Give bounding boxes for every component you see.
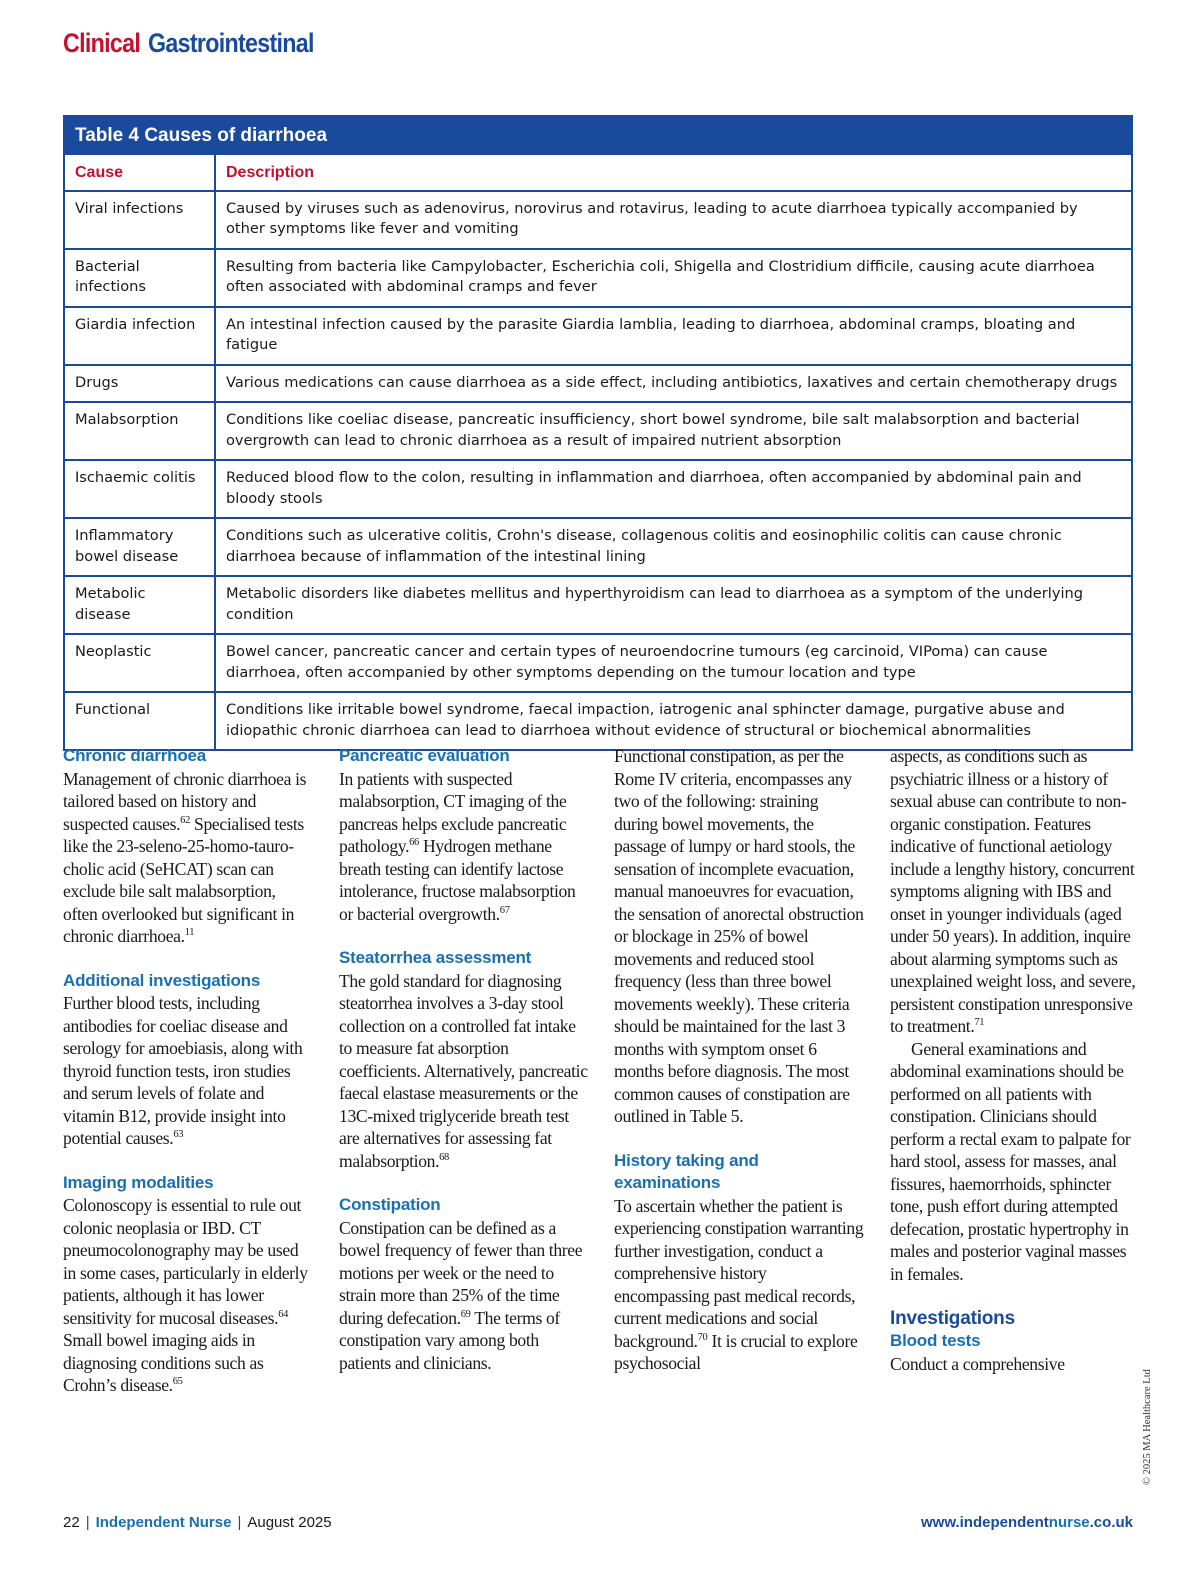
cause-cell: Giardia infection <box>65 307 215 365</box>
column-header-cause: Cause <box>65 155 215 191</box>
description-cell: Various medications can cause diarrhoea as a side effect, including antibiotics, laxatives and certain chemotherapy drugs <box>215 365 1131 403</box>
paragraph: In patients with suspected malabsorption, CT imaging of the pancreas helps exclude pancreatic pathology.$^{66}$ Hydrogen methane breath testing can identify lactose intolerance, fructose malabsorption or bacterial overgrowth.$^{67}$ <box>339 768 576 924</box>
paragraph: Management of chronic diarrhoea is tailored based on history and suspected causes.$^{62}$ Specialised tests like the 23-seleno-25-homo-tauro-cholic acid (SeHCAT) scan can exclude bile salt malabsorption, often overlooked but significant in chronic diarrhoea.$^{11}$ <box>63 768 307 946</box>
website-link[interactable]: www.independentnurse.co.uk <box>921 1514 1133 1531</box>
heading-additional-investigations: Additional investigations <box>63 970 261 990</box>
column-3 <box>614 745 864 1375</box>
paragraph-continued: aspects, as conditions such as psychiatric illness or a history of sexual abuse can contribute to non-organic constipation. Features indicative of functional aetiology include a lengthy history, concurrent symptoms aligning with IBS and onset in younger individuals (aged under 50 years). In addition, inquire about alarming symptoms such as unexplained weight loss, and severe, persistent constipation unresponsive to treatment.$^{71}$ <box>890 746 1136 1036</box>
paragraph: Further blood tests, including antibodies for coeliac disease and serology for amoebiasis, along with thyroid function tests, iron studies and serum levels of folate and vitamin B12, provide insight into potential causes.$^{63}$ <box>63 993 303 1148</box>
cause-cell: Metabolic disease <box>65 576 215 634</box>
magazine-name: Independent Nurse <box>95 1514 232 1531</box>
heading-constipation: Constipation <box>339 1195 441 1214</box>
description-cell: Conditions such as ulcerative colitis, Crohn's disease, collagenous colitis and eosinophilic colitis can cause chronic diarrhoea because of inflammation of the intestinal lining <box>215 518 1131 576</box>
reference[interactable]: 66 <box>409 837 419 848</box>
table-row <box>65 307 1131 365</box>
paragraph: General examinations and abdominal examinations should be performed on all patients with constipation. Clinicians should perform a rectal exam to palpate for hard stool, assess for masses, anal fissures, haemorrhoids, sphincter tone, push effort during attempted defecation, prostatic hypertrophy in males and posterior vaginal masses in females. <box>890 1038 1131 1284</box>
column-4 <box>890 745 1140 1375</box>
section-label: Clinical <box>63 28 141 58</box>
cause-cell: Functional <box>65 692 215 749</box>
table-row <box>65 191 1131 249</box>
cause-cell: Bacterial infections <box>65 249 215 307</box>
page-footer <box>63 1514 1133 1536</box>
column-1 <box>63 745 313 1397</box>
paragraph: Functional constipation, as per the Rome IV criteria, encompasses any two of the following: straining during bowel movements, the passage of lumpy or hard stools, the sensation of incomplete evacuation, manual manoeuvres for evacuation, the sensation of anorectal obstruction or blockage in 25% of bowel movements and reduced stool frequency (less than three bowel movements weekly). These criteria should be maintained for the last 3 months with symptom onset 6 months before diagnosis. The most common causes of constipation are outlined in Table 5. <box>614 746 864 1126</box>
table-row <box>65 460 1131 518</box>
reference[interactable]: 11 <box>184 927 195 938</box>
description-cell: Reduced blood flow to the colon, resulting in inflammation and diarrhoea, often accompanied by abdominal pain and bloody stools <box>215 460 1131 518</box>
cause-cell: Inflammatory bowel disease <box>65 518 215 576</box>
reference[interactable]: 68 <box>439 1151 449 1163</box>
reference[interactable]: 65 <box>172 1376 183 1387</box>
footer-separator: | <box>237 1514 242 1531</box>
table-row <box>65 576 1131 634</box>
description-cell: Caused by viruses such as adenovirus, norovirus and rotavirus, leading to acute diarrhoea typically accompanied by other symptoms like fever and vomiting <box>215 191 1131 249</box>
table-title: Table 4 Causes of diarrhoea <box>65 117 1131 155</box>
description-cell: Resulting from bacteria like Campylobacter, Escherichia coli, Shigella and Clostridium difficile, causing acute diarrhoea often associated with abdominal cramps and fever <box>215 249 1131 307</box>
description-cell: An intestinal infection caused by the parasite Giardia lamblia, leading to diarrhoea, abdominal cramps, bloating and fatigue <box>215 307 1131 365</box>
table-row <box>65 634 1131 692</box>
copyright-notice: © 2025 MA Healthcare Ltd <box>1142 1369 1153 1485</box>
causes-table <box>65 155 1131 749</box>
reference[interactable]: 71 <box>974 1017 985 1028</box>
cause-cell: Ischaemic colitis <box>65 460 215 518</box>
description-cell: Conditions like coeliac disease, pancreatic insufficiency, short bowel syndrome, bile salt malabsorption and bacterial overgrowth can lead to chronic diarrhoea as a result of impaired nutrient absorption <box>215 402 1131 460</box>
cause-cell: Neoplastic <box>65 634 215 692</box>
description-cell: Bowel cancer, pancreatic cancer and certain types of neuroendocrine tumours (eg carcinoid, VIPoma) can cause diarrhoea, often accompanied by other symptoms depending on the tumour location and type <box>215 634 1131 692</box>
reference[interactable]: 63 <box>173 1129 184 1140</box>
column-2 <box>339 745 589 1374</box>
issue-date: August 2025 <box>247 1514 332 1531</box>
table-header-row <box>65 155 1131 191</box>
page-header <box>63 28 340 68</box>
paragraph: Conduct a comprehensive <box>890 1353 1065 1374</box>
reference[interactable]: 67 <box>499 904 510 916</box>
page-number: 22 <box>63 1514 80 1531</box>
table-row <box>65 402 1131 460</box>
paragraph: The gold standard for diagnosing steatorrhea involves a 3-day stool collection on a controlled fat intake to measure fat absorption coefficients. Alternatively, pancreatic faecal elastase measurements or the 13C-mixed triglyceride breath test are alternatives for assessing fat malabsorption.$^{68}$ <box>339 970 588 1171</box>
table-row <box>65 365 1131 403</box>
cause-cell: Malabsorption <box>65 402 215 460</box>
heading-chronic-diarrhoea: Chronic diarrhoea <box>63 746 207 765</box>
column-header-description: Description <box>226 164 315 181</box>
topic-label: Gastrointestinal <box>147 28 314 58</box>
table-row <box>65 518 1131 576</box>
description-cell: Conditions like irritable bowel syndrome, faecal impaction, iatrogenic anal sphincter damage, purgative abuse and idiopathic chronic diarrhoea can lead to diarrhoea without evidence of structural or biochemical abnormalities <box>215 692 1131 749</box>
paragraph: Colonoscopy is essential to rule out colonic neoplasia or IBD. CT pneumocolonography may be used in some cases, particularly in elderly patients, although it has lower sensitivity for mucosal diseases.$^{64}$ Small bowel imaging aids in diagnosing conditions such as Crohn’s disease.$^{65}$ <box>63 1195 308 1395</box>
footer-separator: | <box>85 1514 90 1531</box>
reference[interactable]: 70 <box>697 1331 708 1343</box>
reference[interactable]: 62 <box>180 814 190 826</box>
description-cell: Metabolic disorders like diabetes mellitus and hyperthyroidism can lead to diarrhoea as a symptom of the underlying condition <box>215 576 1131 634</box>
paragraph: Constipation can be defined as a bowel frequency of fewer than three motions per week or the need to strain more than 25% of the time during defecation.$^{69}$ The terms of constipation vary among both patients and clinicians. <box>339 1217 583 1373</box>
table-4 <box>63 115 1133 751</box>
heading-history-taking: History taking and examinations <box>614 1150 759 1192</box>
paragraph: To ascertain whether the patient is experiencing constipation warranting further investigation, conduct a comprehensive history encompassing past medical records, current medications and social background.$^{70}$ It is crucial to explore psychosocial <box>614 1195 864 1373</box>
article-body <box>63 745 1136 1495</box>
reference[interactable]: 64 <box>278 1308 288 1320</box>
cause-cell: Viral infections <box>65 191 215 249</box>
heading-imaging-modalities: Imaging modalities <box>63 1172 214 1192</box>
table-row <box>65 249 1131 307</box>
cause-cell: Drugs <box>65 365 215 403</box>
heading-investigations: Investigations <box>890 1308 1015 1329</box>
table-row <box>65 692 1131 749</box>
heading-pancreatic-evaluation: Pancreatic evaluation <box>339 746 510 765</box>
reference[interactable]: 69 <box>460 1308 471 1320</box>
heading-blood-tests: Blood tests <box>890 1331 981 1350</box>
footer-left <box>63 1514 332 1531</box>
heading-steatorrhea-assessment: Steatorrhea assessment <box>339 948 532 967</box>
